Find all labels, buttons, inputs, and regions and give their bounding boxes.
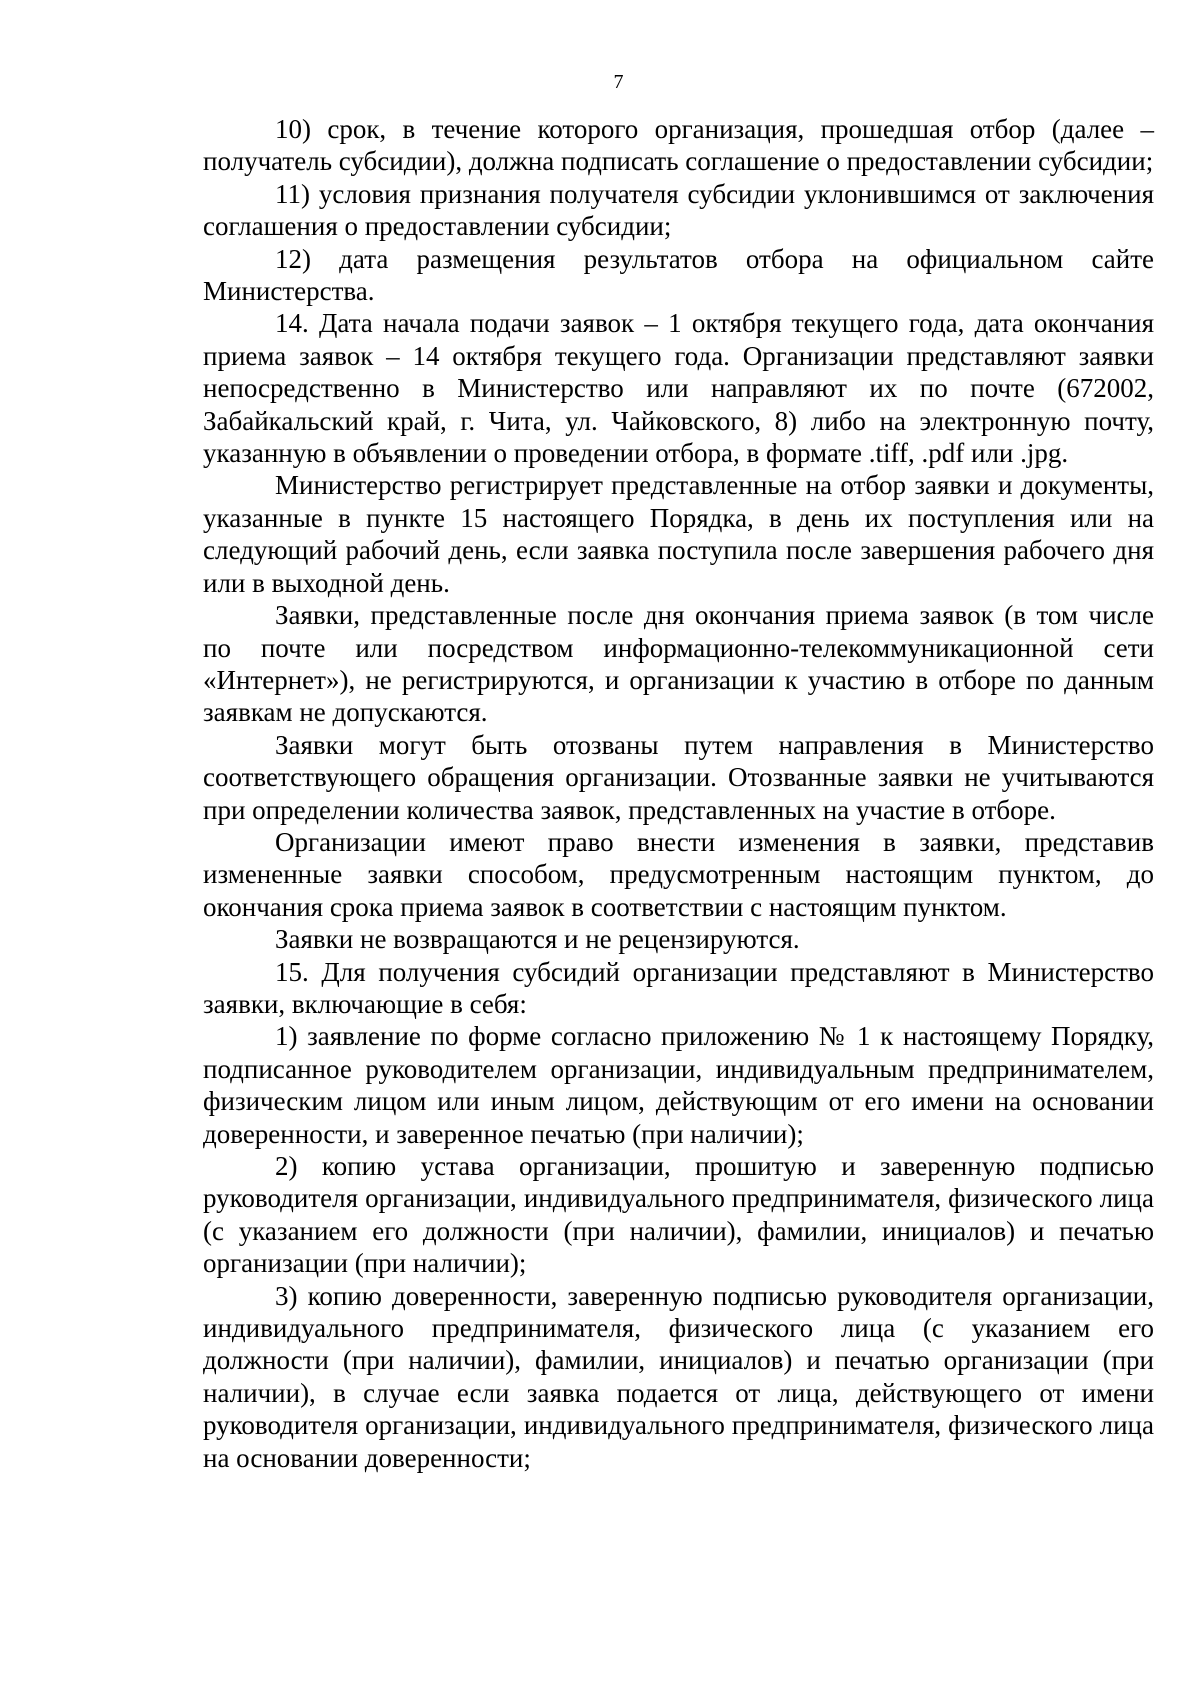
paragraph-item-10-signing-deadline: 10) срок, в течение которого организация, прошедшая отбор (далее – получатель субсидии), должна подписать соглашение о предоставлении субсидии; <box>203 114 1154 177</box>
paragraph-item-1-statement: 1) заявление по форме согласно приложению № 1 к настоящему Порядку, подписанное руководителем организации, индивидуальным предпринимателем, физическим лицом или иным лицом, действующим от его имени на основании доверенности, и заверенное печатью (при наличии); <box>203 1021 1154 1149</box>
paragraph-item-3-power-of-attorney: 3) копию доверенности, заверенную подписью руководителя организации, индивидуального предпринимателя, физического лица (с указанием его должности (при наличии), фамилии, инициалов) и печатью организации (при наличии), в случае если заявка подается от лица, действующего от имени руководителя организации, индивидуального предпринимателя, физического лица на основании доверенности; <box>203 1280 1154 1473</box>
paragraph-withdrawal: Заявки могут быть отозваны путем направления в Министерство соответствующего обращения организации. Отозванные заявки не учитываются при определении количества заявок, представленных на участие в отборе. <box>203 729 1154 825</box>
page-number: 7 <box>613 71 624 93</box>
paragraph-section-14-application-dates: 14. Дата начала подачи заявок – 1 октября текущего года, дата окончания приема заявок – 14 октября текущего года. Организации представляют заявки непосредственно в Министерство или направляют их по почте (672002, Забайкальский край, г. Чита, ул. Чайковского, 8) либо на электронную почту, указанную в объявлении о проведении отбора, в формате .tiff, .pdf или .jpg. <box>203 308 1154 469</box>
paragraph-item-12-results-publication: 12) дата размещения результатов отбора на официальном сайте Министерства. <box>203 243 1154 307</box>
paragraph-late-applications: Заявки, представленные после дня окончания приема заявок (в том числе по почте или посредством информационно-телекоммуникационной сети «Интернет»), не регистрируются, и организации к участию в отборе по данным заявкам не допускаются. <box>203 600 1154 728</box>
paragraph-item-2-charter-copy: 2) копию устава организации, прошитую и заверенную подписью руководителя организации, индивидуального предпринимателя, физического лица (с указанием его должности (при наличии), фамилии, инициалов) и печатью организации (при наличии); <box>203 1151 1154 1279</box>
paragraph-section-15-required-documents: 15. Для получения субсидий организации представляют в Министерство заявки, включающие в себя: <box>203 956 1154 1019</box>
paragraph-no-return: Заявки не возвращаются и не рецензируются. <box>275 924 800 955</box>
paragraph-amendments: Организации имеют право внести изменения в заявки, представив измененные заявки способом, предусмотренным настоящим пунктом, до окончания срока приема заявок в соответствии с настоящим пунктом. <box>203 826 1154 922</box>
paragraph-item-11-evasion-conditions: 11) условия признания получателя субсидии уклонившимся от заключения соглашения о предоставлении субсидии; <box>203 178 1154 242</box>
paragraph-registration: Министерство регистрирует представленные на отбор заявки и документы, указанные в пункте 15 настоящего Порядка, в день их поступления или на следующий рабочий день, если заявка поступила после завершения рабочего дня или в выходной день. <box>203 470 1154 598</box>
document-body <box>203 113 1154 1474</box>
